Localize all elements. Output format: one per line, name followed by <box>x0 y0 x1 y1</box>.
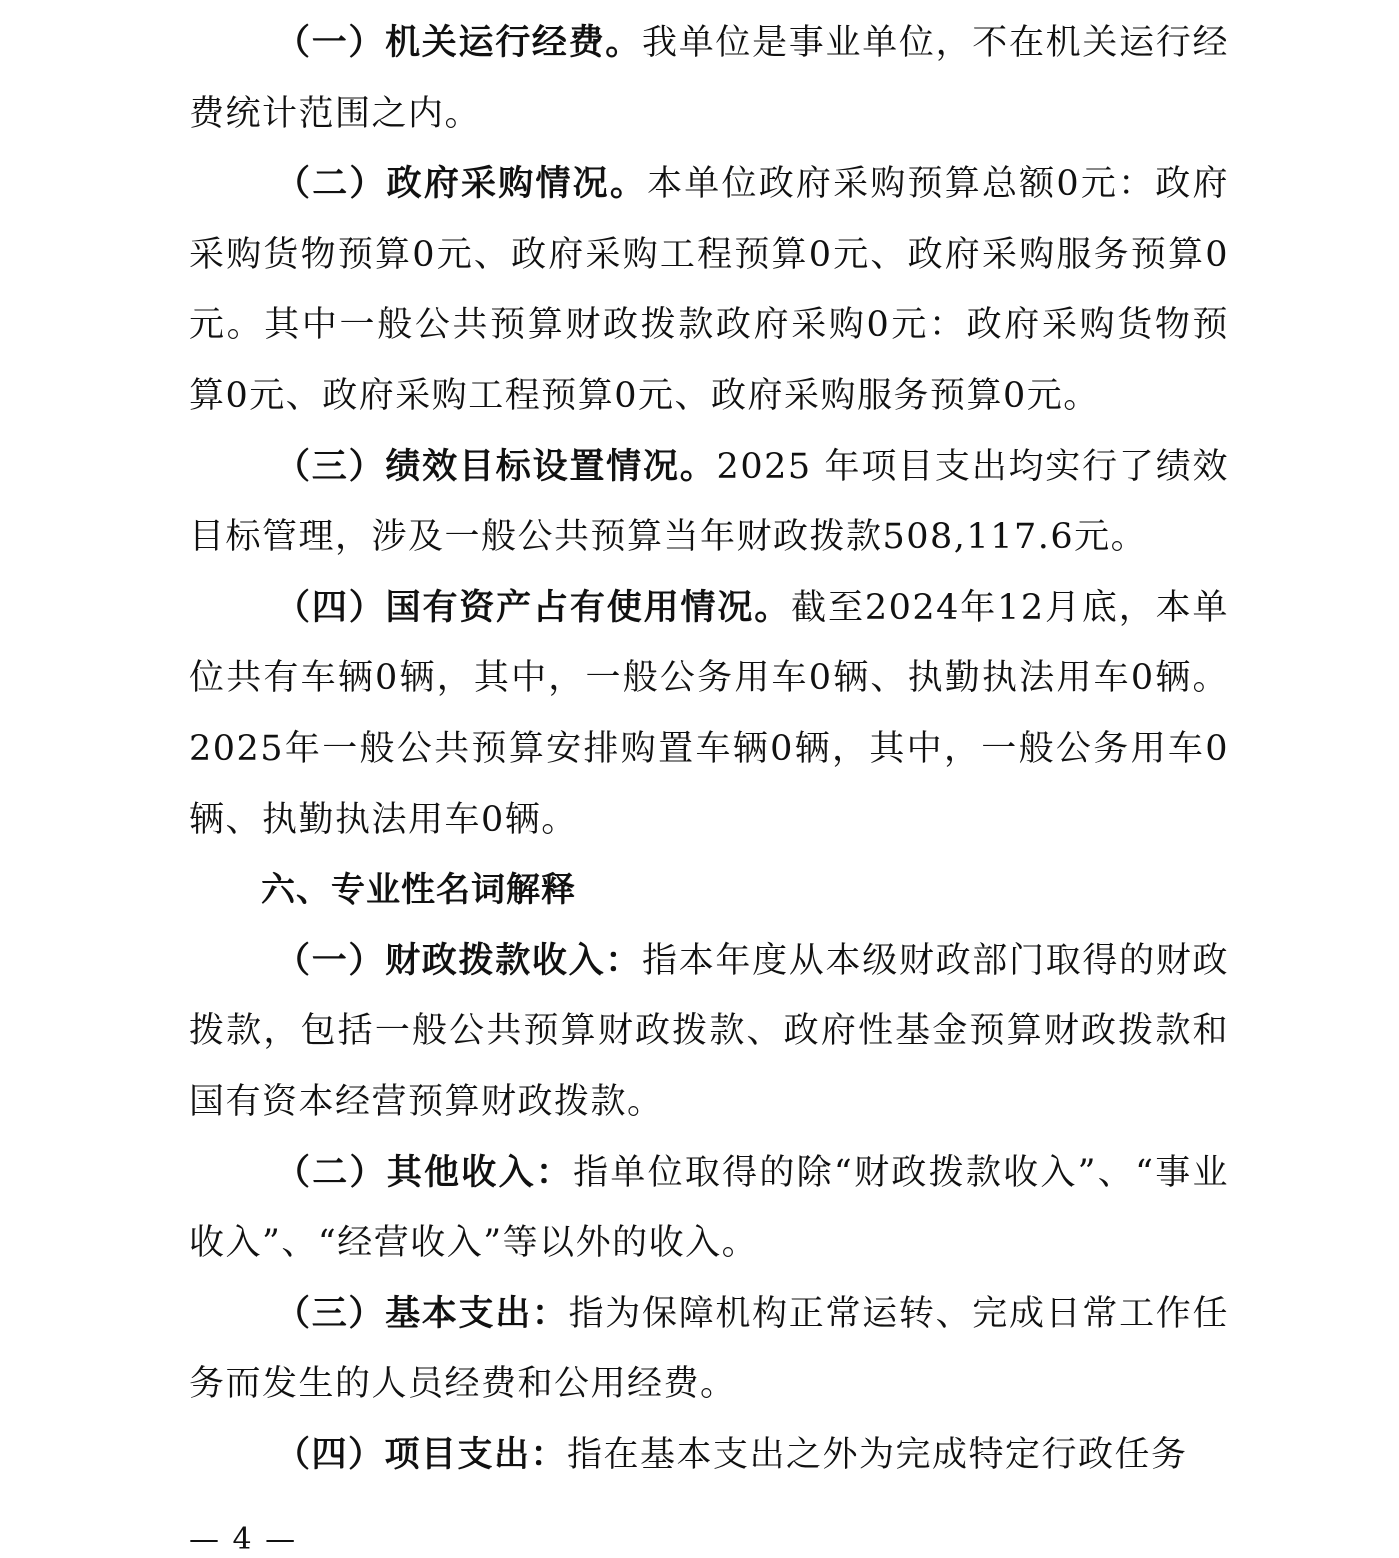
paragraph-lead: （二）政府采购情况。 <box>275 163 648 205</box>
page-number: — 4 — <box>189 1522 298 1557</box>
paragraph-basic-expenditure <box>189 1279 1229 1420</box>
paragraph-project-expenditure <box>189 1420 1229 1491</box>
paragraph-government-procurement <box>189 149 1229 431</box>
paragraph-lead: （一）财政拨款收入： <box>275 939 642 981</box>
paragraph-lead: （四）国有资产占有使用情况。 <box>275 586 792 628</box>
paragraph-lead: （一）机关运行经费。 <box>275 22 642 63</box>
paragraph-body: 截至2024年12月底，本单位共有车辆0辆，其中，一般公务用车0辆、执勤执法用车0辆。2025年一般公共预算安排购置车辆0辆，其中，一般公务用车0辆、执勤执法用车0辆。 <box>189 587 1229 840</box>
paragraph-lead: （四）项目支出： <box>275 1433 568 1475</box>
paragraph-body: 我单位是事业单位，不在机关运行经费统计范围之内。 <box>189 23 1229 134</box>
document-page <box>189 8 1229 1490</box>
paragraph-body: 指为保障机构正常运转、完成日常工作任务而发生的人员经费和公用经费。 <box>189 1293 1229 1405</box>
paragraph-body: 2025 年项目支出均实行了绩效目标管理，涉及一般公共预算当年财政拨款508,117.6元。 <box>189 446 1229 558</box>
paragraph-fiscal-appropriation-income <box>189 926 1229 1138</box>
paragraph-body: 指在基本支出之外为完成特定行政任务 <box>567 1434 1188 1475</box>
paragraph-state-assets <box>189 573 1229 855</box>
paragraph-other-income <box>189 1138 1229 1279</box>
paragraph-body: 本单位政府采购预算总额0元：政府采购货物预算0元、政府采购工程预算0元、政府采购服务预算0元。其中一般公共预算财政拨款政府采购0元：政府采购货物预算0元、政府采购工程预算0元、政府采购服务预算0元。 <box>189 164 1229 416</box>
paragraph-body: 指本年度从本级财政部门取得的财政拨款，包括一般公共预算财政拨款、政府性基金预算财政拨款和国有资本经营预算财政拨款。 <box>189 940 1229 1122</box>
paragraph-lead: （二）其他收入： <box>275 1151 574 1193</box>
section-heading-glossary: 六、专业性名词解释 <box>261 870 576 911</box>
paragraph-body: 指单位取得的除“财政拨款收入”、“事业收入”、“经营收入”等以外的收入。 <box>189 1152 1229 1264</box>
paragraph-performance-goals <box>189 432 1229 573</box>
paragraph-operating-expenses <box>189 8 1229 149</box>
paragraph-lead: （三）绩效目标设置情况。 <box>275 445 717 487</box>
paragraph-lead: （三）基本支出： <box>275 1292 569 1334</box>
